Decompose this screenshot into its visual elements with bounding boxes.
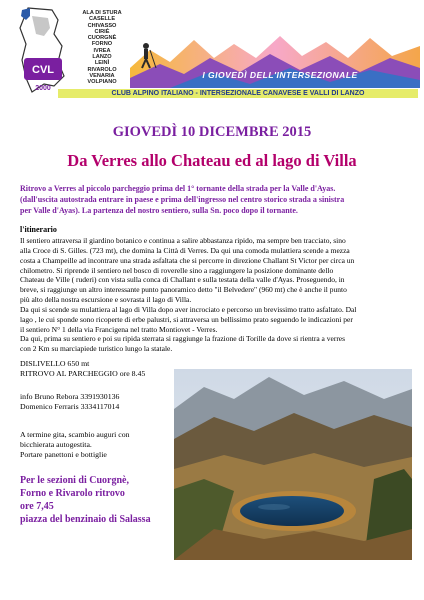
- town-name: RIVAROLO: [87, 66, 117, 73]
- note-line: A termine gita, scambio auguri con: [20, 430, 130, 439]
- lake-villa-photo: [174, 369, 412, 560]
- note-line: bicchierata autogestita.: [20, 440, 92, 450]
- itinerary-line: Da qui, prima su sentiero e poi su ripida sterrata si raggiunge la frazione di Torille da dove si rientra a verres: [20, 334, 346, 344]
- itinerary-text: [20, 236, 412, 354]
- logo-text: CVL: [32, 64, 54, 76]
- post-trip-note: [20, 430, 160, 461]
- town-name: LANZO: [92, 54, 112, 61]
- cvl-region-map-logo: [18, 6, 68, 98]
- itinerary-line: costa a Champeille ad incontrare una strada asfaltata che si percorre in direzione Challant St Victor per circa un: [20, 255, 355, 265]
- trip-stats: [20, 359, 145, 379]
- event-date: GIOVEDÌ 10 DICEMBRE 2015: [112, 124, 312, 140]
- town-name: FORNO: [91, 41, 113, 48]
- event-title: Da Verres allo Chateau ed al lago di Villa: [67, 151, 357, 170]
- town-name: IVREA: [93, 47, 111, 54]
- intro-line: Ritrovo a Verres al piccolo parcheggio prima del 1° tornante della strada per la Valle d'Ayas.: [20, 184, 336, 193]
- section-line: ore 7,45: [20, 501, 54, 512]
- itinerary-line: breve, si raggiunge un altro interessante punto panoramico detto "il Belvedere" (960 mt) che è anche il punto: [20, 285, 347, 295]
- itinerary-line: il sentiero N° 1 della via Francigena nel tratto Montiovet - Verres.: [20, 324, 218, 334]
- itinerary-line: chilometro. Si riprende il sentiero nel bosco di roverelle sino a raggiungere la posizione dominante dello: [20, 265, 334, 275]
- contact-info: [20, 392, 119, 412]
- itinerary-line: più alto della nostra escursione e sovrasta il lago di Villa.: [20, 295, 192, 305]
- town-name: LEINÌ: [94, 60, 110, 67]
- meeting-time: RITROVO AL PARCHEGGIO ore 8.45: [20, 369, 146, 378]
- section-meeting-note: [20, 474, 190, 526]
- section-line: Forno e Rivarolo ritrovo: [20, 488, 125, 499]
- itinerary-line: Il sentiero attraversa il giardino botanico e continua a salire abbastanza ripido, ma sempre ben tracciato, sino: [20, 236, 346, 245]
- club-bar-text: CLUB ALPINO ITALIANO - INTERSEZIONALE CANAVESE E VALLI DI LANZO: [111, 90, 365, 97]
- contact-line: Domenico Ferraris 3334117014: [20, 402, 120, 412]
- town-name: CHIVASSO: [87, 22, 117, 29]
- itinerary-line: lago , le cui sponde sono ricoperte di erbe palustri, si attraversa un bellissimo prato seguendo le indicazioni per: [20, 314, 353, 324]
- town-name: VENARIA: [89, 72, 115, 79]
- town-name: ALA DI STURA: [82, 10, 122, 16]
- town-name: CUORGNÈ: [87, 35, 117, 42]
- town-name: VOLPIANO: [87, 79, 117, 86]
- itinerary-line: Da qui si scende su mulattiera al lago di Villa dopo aver incrociato e percorso un brevissimo tratto asfaltato. Dal: [20, 304, 357, 314]
- itinerary-line: con 2 Km su marciapiede turistico lungo la statale.: [20, 344, 173, 354]
- meeting-instructions: [20, 184, 410, 216]
- banner-title: I GIOVEDÌ DELL'INTERSEZIONALE: [202, 70, 358, 80]
- intro-line: (dall'uscita autostrada entrare in paese e prima dell'ingresso nel centro storico strada a sinistra: [20, 194, 345, 204]
- contact-line: info Bruno Rebora 3391930136: [20, 392, 120, 401]
- section-town-list: [76, 10, 128, 86]
- section-line: Per le sezioni di Cuorgnè,: [20, 475, 129, 486]
- itinerary-heading: l'itinerario: [20, 225, 57, 234]
- itinerary-line: alla Croce di S. Gilles. (723 mt), che domina la Città di Verres. Da qui una comoda mulattiera scende a mezza: [20, 245, 350, 255]
- itinerary-line: Chateau de Ville ( ruderi) con vista sulla conca di Challant e sulla testata della valle d'Ayas. Proseguendo, in: [20, 275, 345, 285]
- elevation-gain: DISLIVELLO 650 mt: [20, 359, 90, 368]
- town-name: CASELLE: [88, 16, 116, 23]
- intro-line: per Valle d'Ayas). La partenza del nostro sentiero, sulla Sn. poco dopo il tornante.: [20, 205, 298, 215]
- town-name: CIRIÈ: [94, 28, 110, 35]
- logo-year: 2000: [35, 85, 51, 92]
- note-line: Portare panettoni e bottiglie: [20, 450, 107, 460]
- section-line: piazza del benzinaio di Salassa: [20, 514, 151, 525]
